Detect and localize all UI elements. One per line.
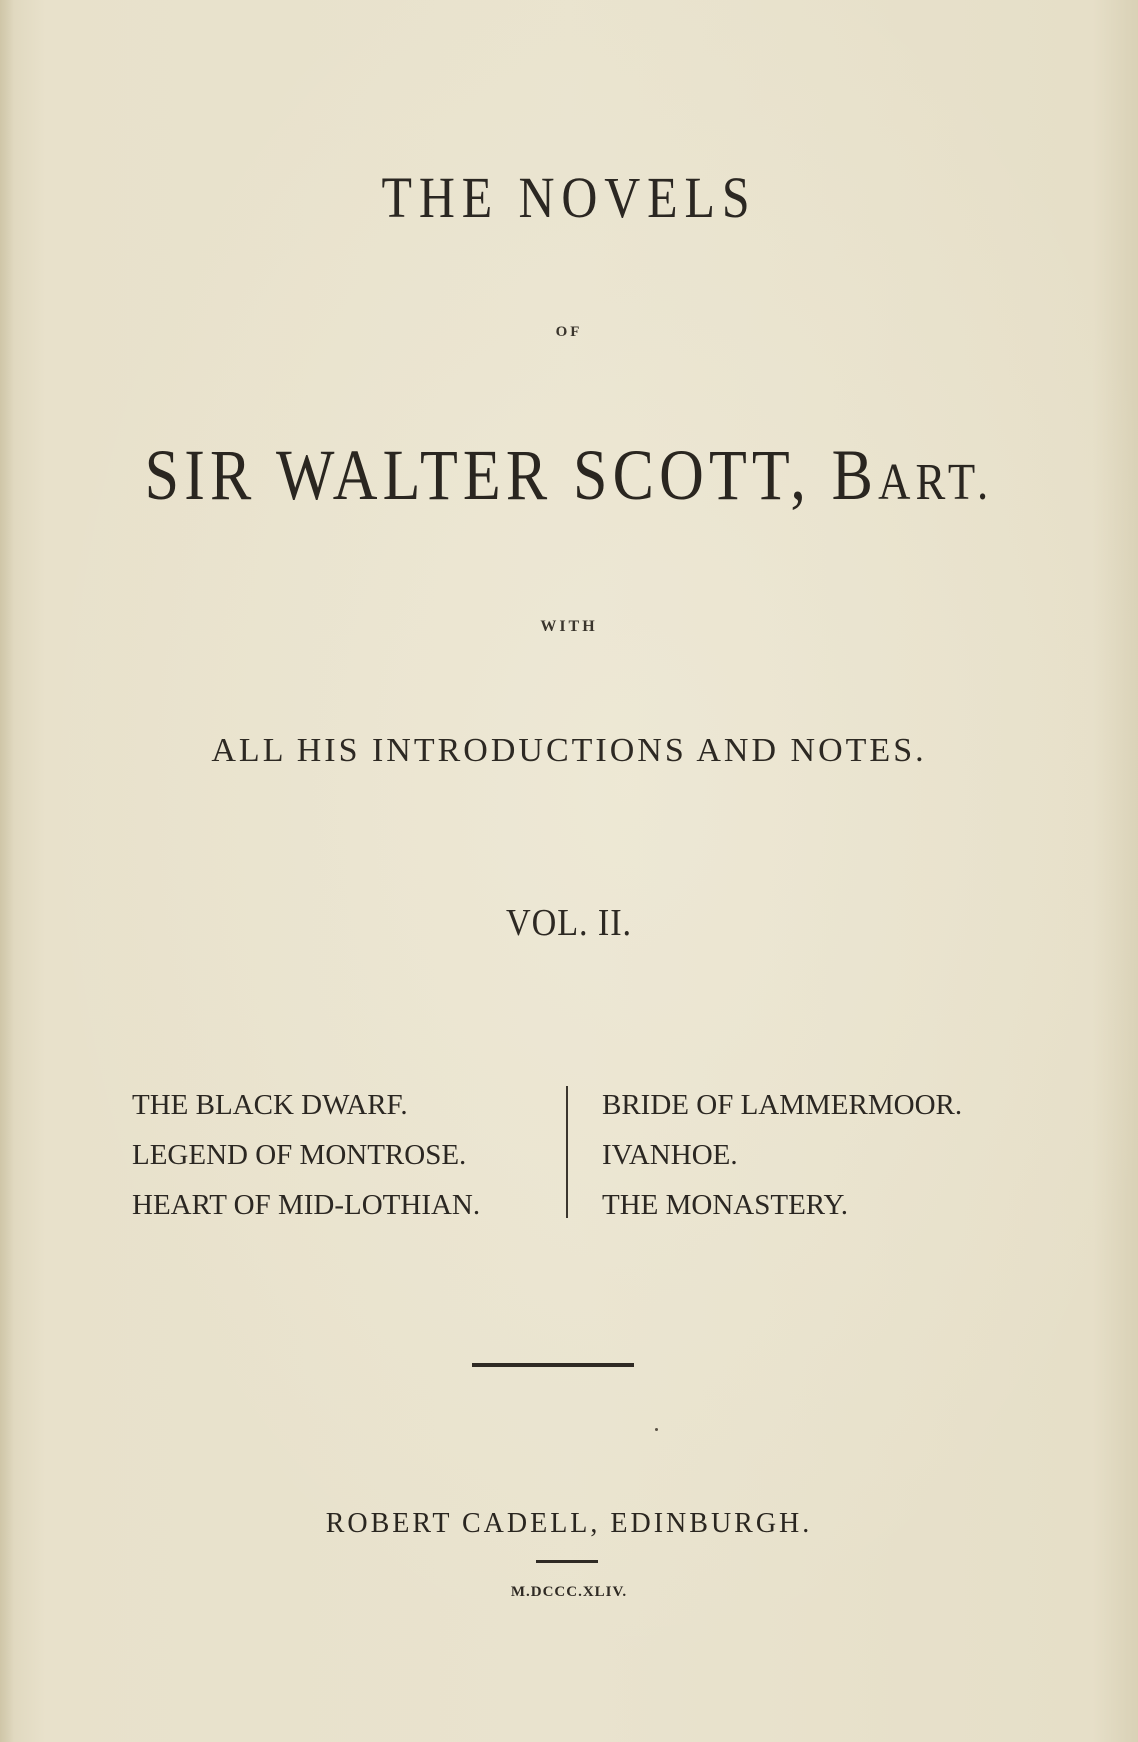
volume-number: VOL. II. xyxy=(506,902,632,944)
contents-entry: THE MONASTERY. xyxy=(602,1189,848,1221)
publication-year: M.DCCC.XLIV. xyxy=(510,1584,628,1600)
series-title: THE NOVELS xyxy=(381,165,757,230)
contents-left-column xyxy=(132,1080,480,1230)
contents-entry: BRIDE OF LAMMERMOOR. xyxy=(602,1089,963,1121)
page-edge-shadow xyxy=(0,0,14,1742)
with-label: WITH xyxy=(540,618,598,635)
paper-speck xyxy=(655,1428,658,1431)
of-label: OF xyxy=(555,324,583,340)
author-name: SIR WALTER SCOTT, xyxy=(144,435,811,515)
short-rule xyxy=(536,1560,598,1563)
contents-entry: THE BLACK DWARF. xyxy=(132,1089,408,1121)
subtitle: ALL HIS INTRODUCTIONS AND NOTES. xyxy=(211,732,927,769)
publisher: ROBERT CADELL, EDINBURGH. xyxy=(325,1508,813,1539)
contents-divider xyxy=(566,1086,568,1218)
author-suffix-initial: B xyxy=(831,435,879,515)
contents-entry: HEART OF MID-LOTHIAN. xyxy=(132,1189,481,1221)
author-suffix-rest: ART. xyxy=(878,454,994,511)
author-line xyxy=(80,432,1059,526)
volume-contents xyxy=(132,1080,1032,1220)
contents-entry: LEGEND OF MONTROSE. xyxy=(132,1139,467,1171)
contents-entry: IVANHOE. xyxy=(602,1139,738,1171)
contents-right-column xyxy=(602,1080,962,1230)
decorative-rule xyxy=(472,1363,634,1367)
